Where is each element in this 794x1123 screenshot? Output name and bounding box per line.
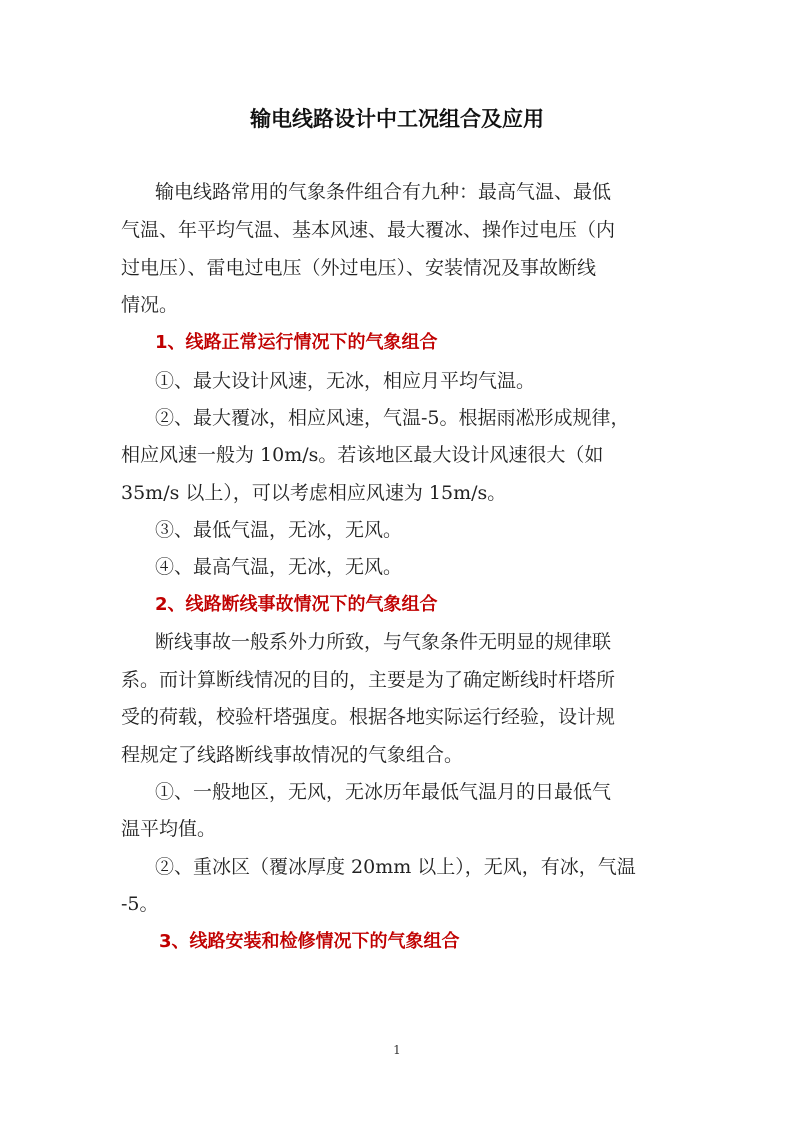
paragraph-line: 受的荷载，校验杆塔强度。根据各地实际运行经验，设计规	[121, 706, 616, 728]
paragraph-line: 温平均值。	[121, 818, 217, 840]
paragraph-line: 气温、年平均气温、基本风速、最大覆冰、操作过电压（内	[121, 219, 616, 241]
paragraph-line: 断线事故一般系外力所致，与气象条件无明显的规律联	[155, 631, 612, 653]
paragraph-line: 35m/s 以上），可以考虑相应风速为 15m/s。	[121, 482, 507, 504]
paragraph-line: 过电压）、雷电过电压（外过电压）、安装情况及事故断线	[121, 257, 597, 279]
paragraph-line: ④、最高气温，无冰，无风。	[155, 556, 403, 578]
paragraph-line: ②、重冰区（覆冰厚度 20mm 以上），无风，有冰，气温	[155, 856, 636, 878]
page-number: 1	[393, 1043, 401, 1057]
paragraph-line: ①、最大设计风速，无冰，相应月平均气温。	[155, 370, 536, 392]
paragraph-line: 系。而计算断线情况的目的，主要是为了确定断线时杆塔所	[121, 669, 616, 691]
section-heading-3: 3、线路安装和检修情况下的气象组合	[159, 931, 460, 952]
paragraph-line: ②、最大覆冰，相应风速，气温-5。根据雨凇形成规律，	[155, 407, 630, 429]
document-title: 输电线路设计中工况组合及应用	[250, 107, 544, 131]
paragraph-line: ①、一般地区，无风，无冰历年最低气温月的日最低气	[155, 781, 612, 803]
paragraph-line: ③、最低气温，无冰，无风。	[155, 519, 403, 541]
paragraph-line: -5。	[121, 893, 159, 915]
section-heading-1: 1、线路正常运行情况下的气象组合	[155, 332, 438, 353]
paragraph-line: 相应风速一般为 10m/s。若该地区最大设计风速很大（如	[121, 444, 604, 466]
paragraph-line: 程规定了线路断线事故情况的气象组合。	[121, 744, 464, 766]
paragraph-line: 输电线路常用的气象条件组合有九种：最高气温、最低	[155, 181, 612, 203]
paragraph-line: 情况。	[121, 294, 179, 316]
section-heading-2: 2、线路断线事故情况下的气象组合	[155, 594, 438, 615]
